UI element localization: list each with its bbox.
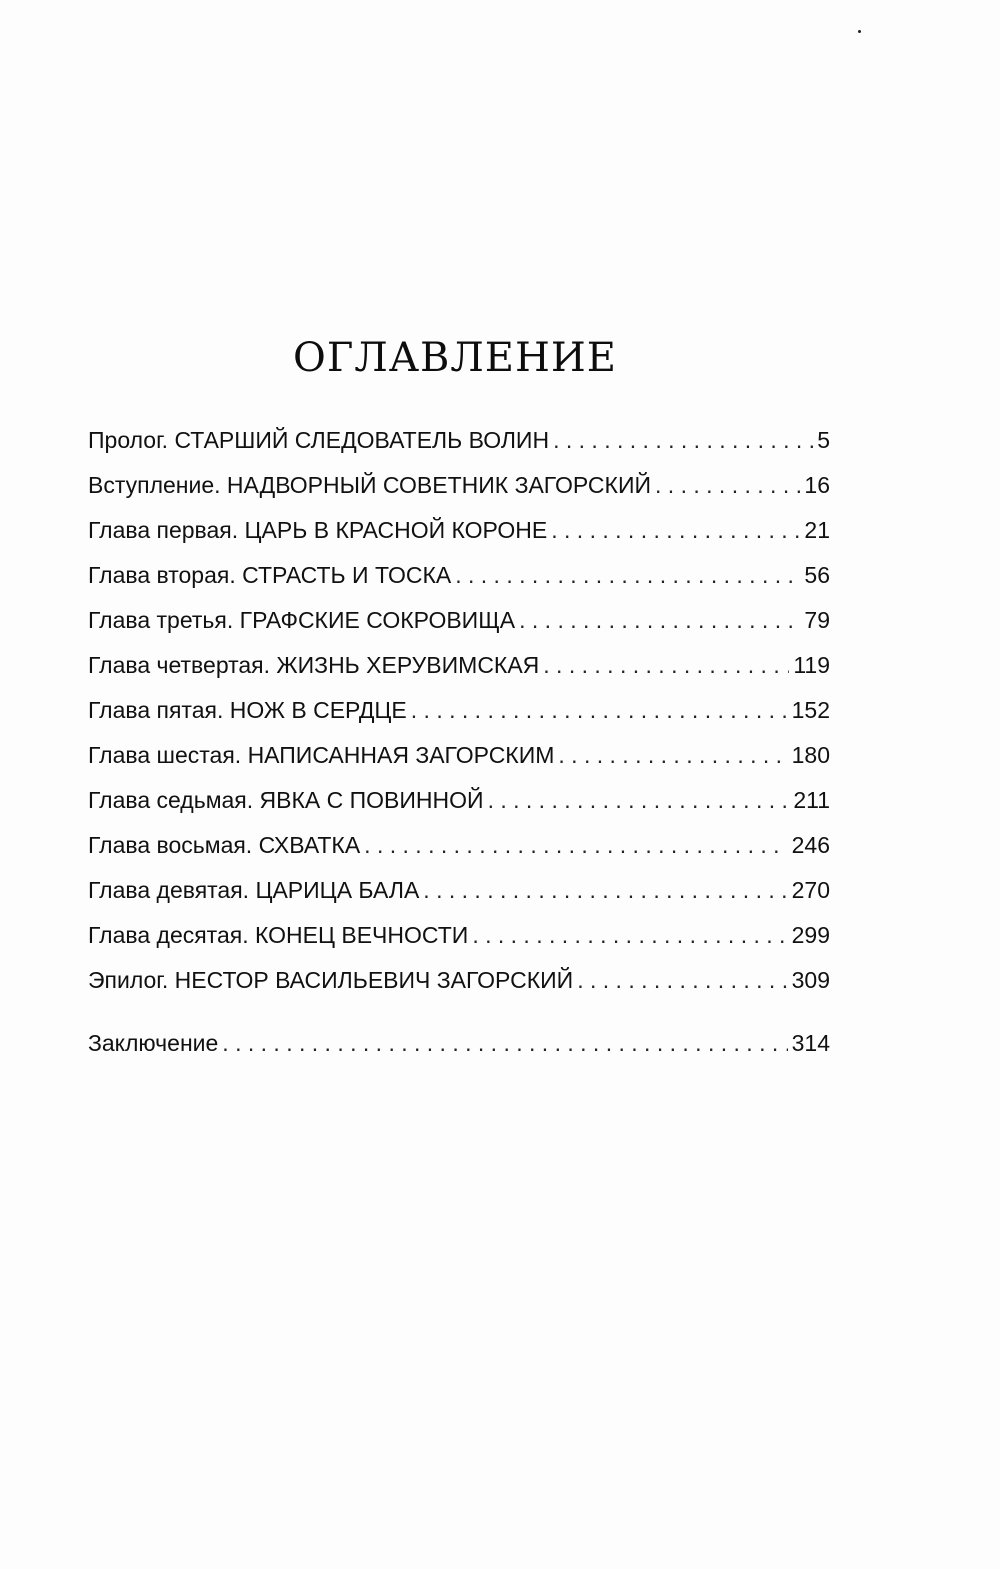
dot-leader <box>364 823 787 868</box>
toc-page-number: 299 <box>791 922 830 948</box>
toc-page-number: 21 <box>804 517 830 543</box>
toc-entry-label: Вступление. НАДВОРНЫЙ СОВЕТНИК ЗАГОРСКИЙ <box>88 472 652 498</box>
toc-page-number: 180 <box>791 742 830 768</box>
dot-leader <box>553 418 813 463</box>
dot-leader <box>423 868 787 913</box>
toc-page-number: 119 <box>793 652 830 678</box>
dot-leader <box>488 778 790 823</box>
toc-page-number: 152 <box>791 697 830 723</box>
toc-entry-label: Глава шестая. НАПИСАННАЯ ЗАГОРСКИМ <box>88 742 555 768</box>
dot-leader <box>519 598 800 643</box>
toc-entry-label: Глава пятая. НОЖ В СЕРДЦЕ <box>88 697 407 723</box>
toc-page-number: 246 <box>791 832 830 858</box>
toc-entry-label: Глава четвертая. ЖИЗНЬ ХЕРУВИМСКАЯ <box>88 652 540 678</box>
toc-entry-prologue <box>88 418 830 463</box>
toc-entry-label: Глава седьмая. ЯВКА С ПОВИННОЙ <box>88 787 484 813</box>
toc-entry-chapter-9 <box>88 868 830 913</box>
toc-entry-introduction <box>88 463 830 508</box>
toc-entry-label: Пролог. СТАРШИЙ СЛЕДОВАТЕЛЬ ВОЛИН <box>88 427 550 453</box>
toc-entry-label: Эпилог. НЕСТОР ВАСИЛЬЕВИЧ ЗАГОРСКИЙ <box>88 967 574 993</box>
dot-leader <box>558 733 787 778</box>
toc-entry-chapter-6 <box>88 733 830 778</box>
toc-entry-chapter-7 <box>88 778 830 823</box>
toc-entry-label: Глава десятая. КОНЕЦ ВЕЧНОСТИ <box>88 922 469 948</box>
toc-entry-chapter-3 <box>88 598 830 643</box>
toc-entry-label: Глава девятая. ЦАРИЦА БАЛА <box>88 877 420 903</box>
dot-leader <box>543 643 789 688</box>
toc-entry-label: Заключение <box>88 1030 219 1056</box>
toc-entry-conclusion <box>88 1021 830 1066</box>
toc-entry-label: Глава восьмая. СХВАТКА <box>88 832 361 858</box>
toc-page-number: 56 <box>804 562 830 588</box>
toc-entry-label: Глава вторая. СТРАСТЬ И ТОСКА <box>88 562 452 588</box>
dot-leader <box>577 958 787 1003</box>
page-title: ОГЛАВЛЕНИЕ <box>293 335 617 381</box>
toc-entry-chapter-8 <box>88 823 830 868</box>
toc-entry-chapter-2 <box>88 553 830 598</box>
dot-leader <box>455 553 800 598</box>
toc-page-number: 270 <box>791 877 830 903</box>
toc-page-number: 211 <box>793 787 830 813</box>
dot-leader <box>411 688 788 733</box>
toc-entry-epilogue <box>88 958 830 1003</box>
toc-entry-chapter-10 <box>88 913 830 958</box>
toc-entry-label: Глава третья. ГРАФСКИЕ СОКРОВИЩА <box>88 607 516 633</box>
toc-page-number: 5 <box>817 427 830 453</box>
table-of-contents <box>88 418 830 1066</box>
dot-leader <box>551 508 800 553</box>
dot-leader <box>655 463 800 508</box>
toc-entry-chapter-5 <box>88 688 830 733</box>
toc-entry-chapter-1 <box>88 508 830 553</box>
toc-page-number: 79 <box>804 607 830 633</box>
dot-leader <box>472 913 787 958</box>
toc-page-number: 16 <box>804 472 830 498</box>
dot-leader <box>222 1021 787 1066</box>
print-speck <box>858 30 861 33</box>
toc-page-number: 314 <box>791 1030 830 1056</box>
toc-page-number: 309 <box>791 967 830 993</box>
toc-entry-label: Глава первая. ЦАРЬ В КРАСНОЙ КОРОНЕ <box>88 517 548 543</box>
toc-entry-chapter-4 <box>88 643 830 688</box>
